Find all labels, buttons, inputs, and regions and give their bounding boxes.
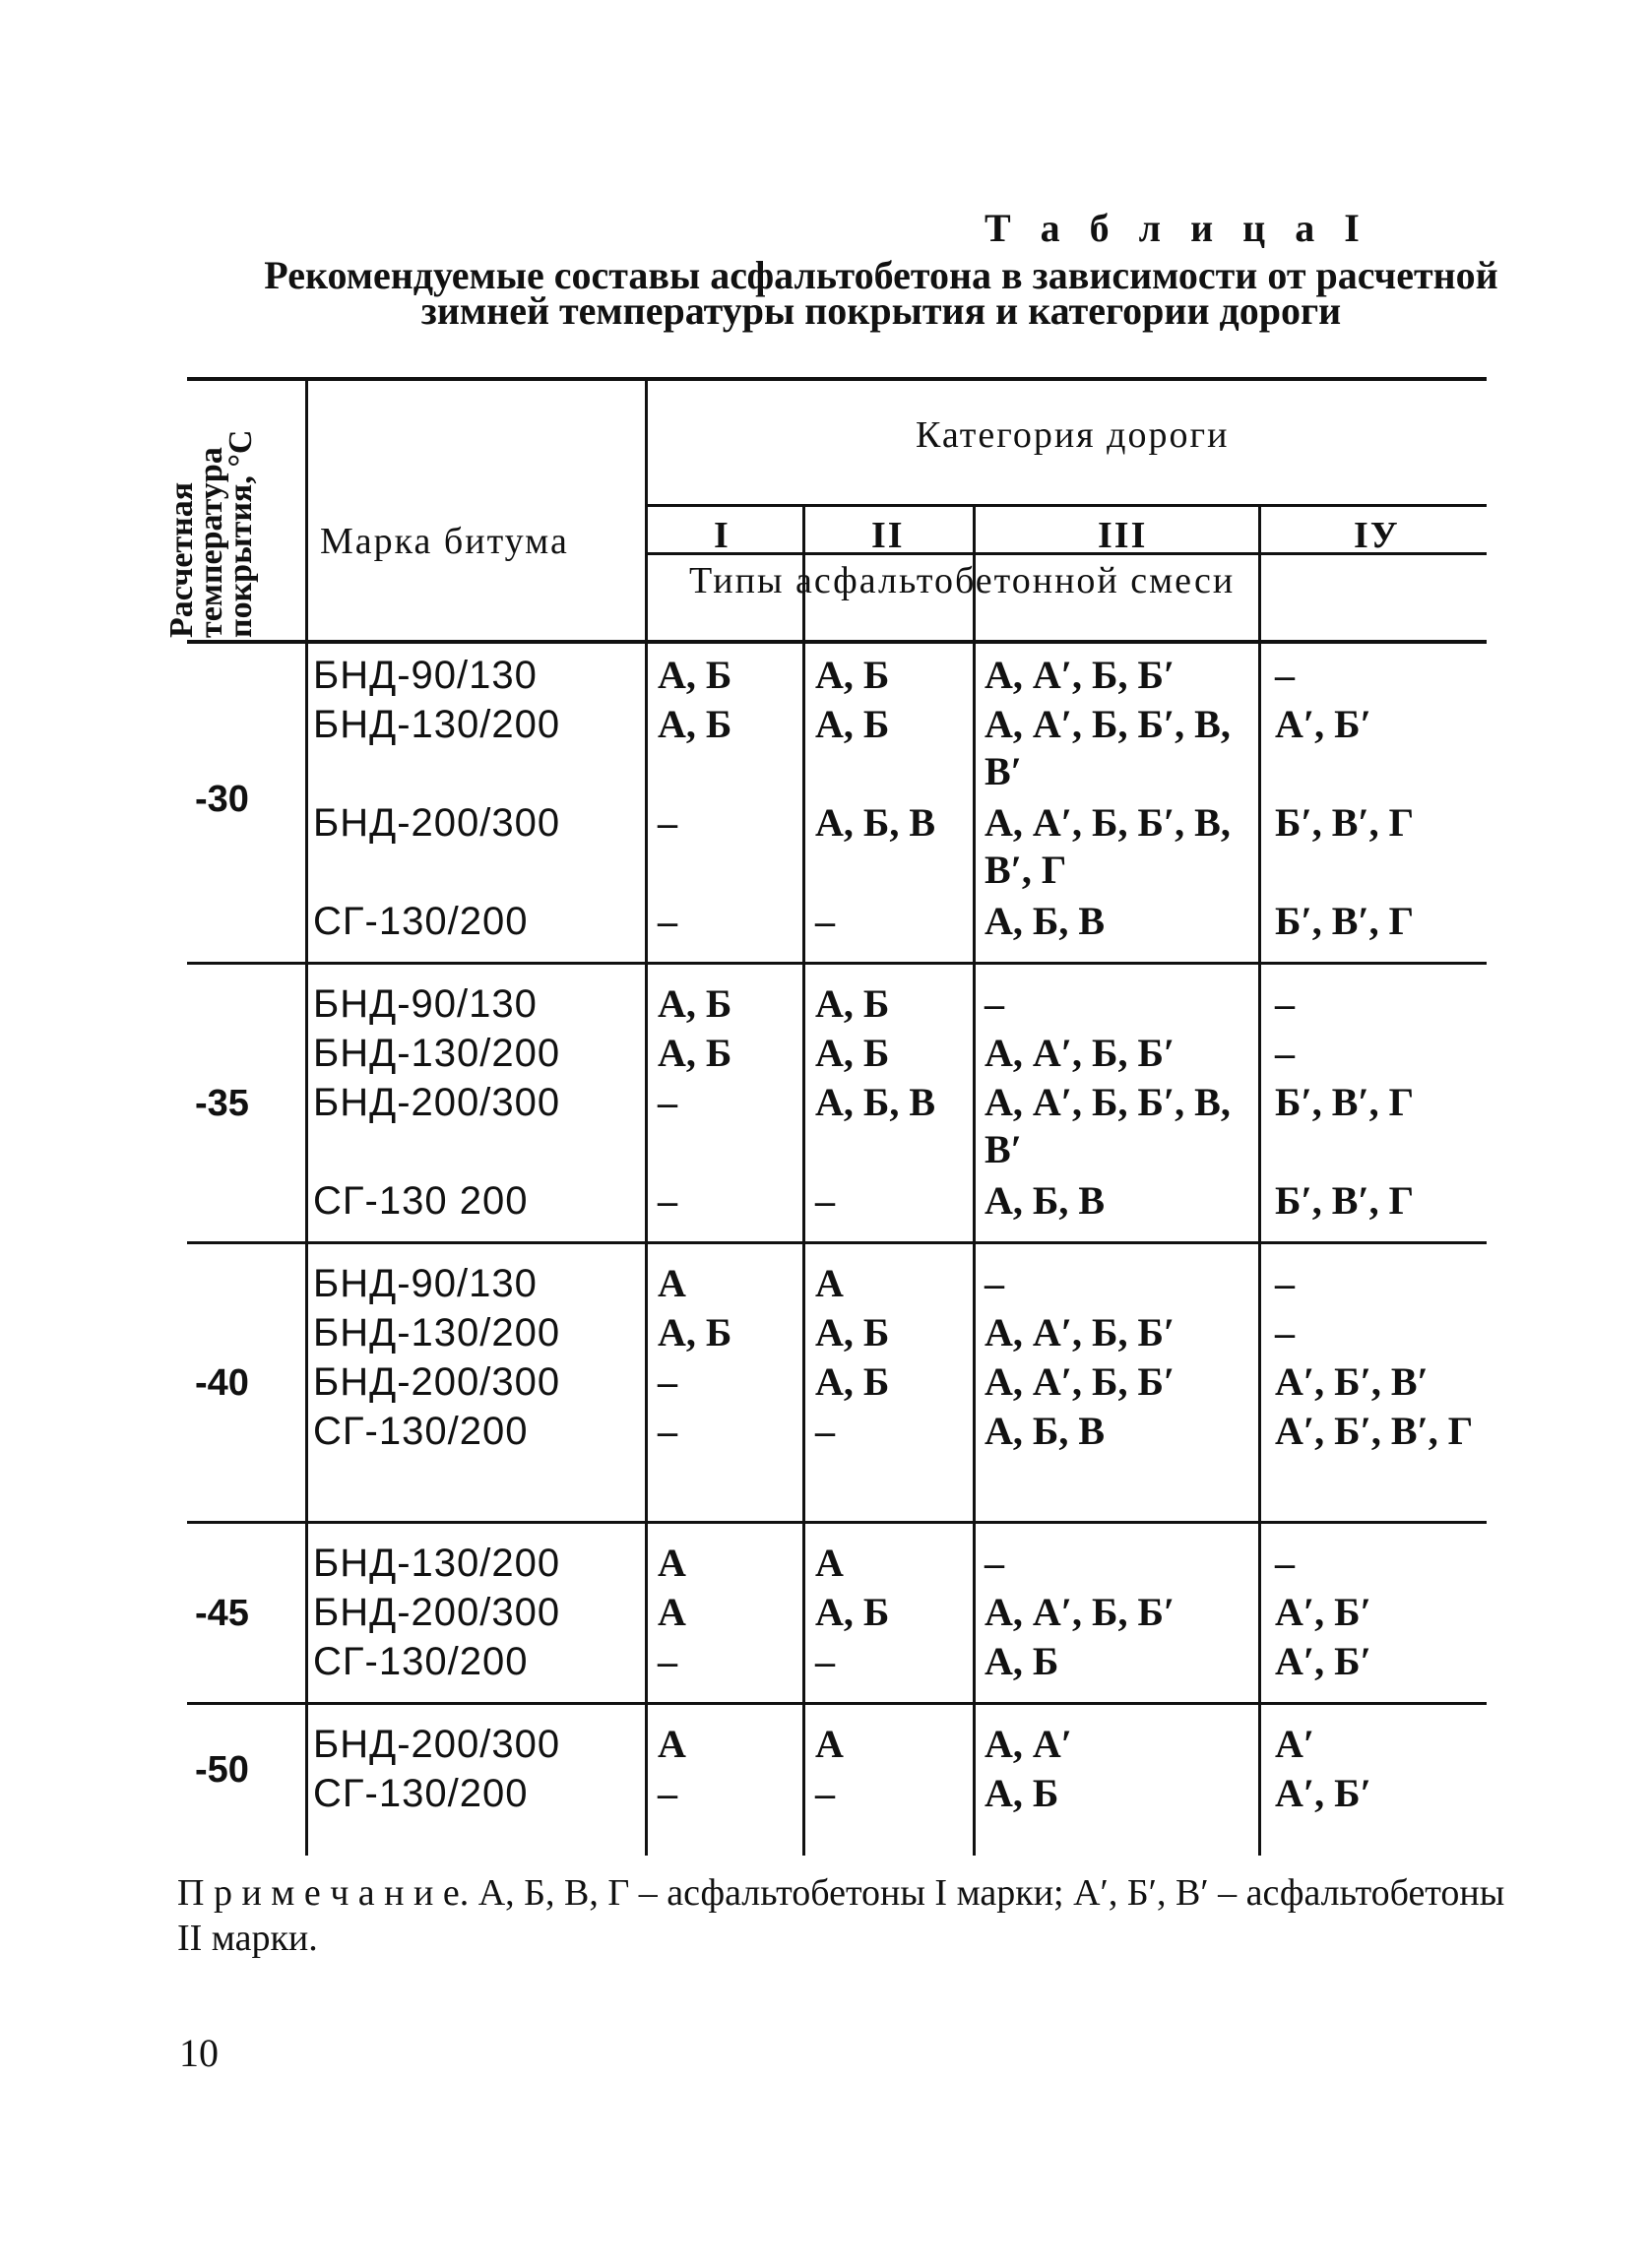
- group-divider: [187, 1702, 1487, 1705]
- category-header: Категория дороги: [916, 414, 1230, 456]
- category-4-cell: Б′, В′, Г: [1275, 1080, 1415, 1124]
- bitumen-mark-cell: БНД-130/200: [313, 1032, 561, 1075]
- category-4-cell: –: [1275, 653, 1295, 697]
- category-3-cell: А, А′: [985, 1722, 1073, 1766]
- table-top-rule: [187, 377, 1487, 381]
- category-2-cell: –: [815, 1409, 835, 1453]
- cat1-col-rule: [802, 504, 805, 1856]
- category-4-cell: Б′, В′, Г: [1275, 899, 1415, 943]
- category-4-cell: А′, Б′, В′: [1275, 1359, 1429, 1404]
- cat3-col-rule: [1258, 504, 1261, 1856]
- category-3-cell: А, А′, Б, Б′: [985, 1359, 1175, 1404]
- category-2-cell: А, Б, В: [815, 800, 936, 845]
- temperature-cell: -45: [195, 1593, 249, 1634]
- temperature-cell: -30: [195, 779, 249, 820]
- category-4-cell: –: [1275, 1031, 1295, 1075]
- category-1-cell: –: [658, 1178, 677, 1223]
- category-2-cell: А, Б: [815, 1031, 890, 1075]
- category-2-cell: –: [815, 1771, 835, 1815]
- category-4-cell: А′, Б′: [1275, 702, 1371, 746]
- bitumen-mark-cell: БНД-130/200: [313, 1311, 561, 1354]
- bitumen-mark-cell: СГ-130/200: [313, 900, 529, 943]
- category-3-cell: –: [985, 1261, 1004, 1305]
- category-1-cell: А, Б: [658, 702, 732, 746]
- header-bottom-rule: [187, 640, 1487, 644]
- category-1-cell: –: [658, 800, 677, 845]
- bitumen-mark-cell: СГ-130/200: [313, 1772, 529, 1815]
- category-4-cell: –: [1275, 1261, 1295, 1305]
- temperature-cell: -35: [195, 1083, 249, 1124]
- category-1-cell: А: [658, 1261, 686, 1305]
- category-4-cell: А′, Б′: [1275, 1639, 1371, 1683]
- category-1-cell: А: [658, 1590, 686, 1634]
- bitumen-mark-cell: БНД-200/300: [313, 1360, 561, 1404]
- cat2-col-rule: [973, 504, 976, 1856]
- bitumen-col-rule: [645, 379, 648, 1856]
- category-1-cell: А: [658, 1722, 686, 1766]
- category-3-cell: А, Б: [985, 1771, 1059, 1815]
- category-3-cell: А, А′, Б, Б′, В, В′: [985, 1080, 1231, 1171]
- category-1-cell: –: [658, 1639, 677, 1683]
- category-1: I: [714, 515, 731, 556]
- category-2-cell: А, Б, В: [815, 1080, 936, 1124]
- category-3-cell: А, А′, Б, Б′: [985, 653, 1175, 697]
- category-2-cell: А: [815, 1541, 844, 1585]
- group-divider: [187, 962, 1487, 965]
- category-1-cell: А, Б: [658, 653, 732, 697]
- category-1-cell: –: [658, 1409, 677, 1453]
- group-divider: [187, 1241, 1487, 1244]
- category-2-cell: –: [815, 1178, 835, 1223]
- temperature-cell: -50: [195, 1749, 249, 1791]
- category-3-cell: А, Б, В: [985, 1178, 1106, 1223]
- category-2-cell: А: [815, 1722, 844, 1766]
- bitumen-mark-cell: СГ-130/200: [313, 1410, 529, 1453]
- category-1-cell: А, Б: [658, 981, 732, 1026]
- bitumen-mark-cell: БНД-200/300: [313, 1081, 561, 1124]
- bitumen-mark-cell: БНД-200/300: [313, 1723, 561, 1766]
- category-3-cell: А, А′, Б, Б′: [985, 1590, 1175, 1634]
- category-4-cell: Б′, В′, Г: [1275, 1178, 1415, 1223]
- category-1-cell: А, Б: [658, 1310, 732, 1354]
- category-1-cell: А: [658, 1541, 686, 1585]
- table-label: Т а б л и ц а I: [985, 206, 1369, 250]
- page-number: 10: [179, 2031, 219, 2075]
- category-4-cell: Б′, В′, Г: [1275, 800, 1415, 845]
- mix-types-header: Типы асфальтобетонной смеси: [689, 560, 1236, 601]
- category-3-cell: А, Б, В: [985, 1409, 1106, 1453]
- category-3-cell: –: [985, 1541, 1004, 1585]
- category-3-cell: А, Б: [985, 1639, 1059, 1683]
- table-note: П р и м е ч а н и е. А, Б, В, Г – асфальтобетоны I марки; А′, Б′, В′ – асфальтобетоны II марки.: [177, 1872, 1505, 1959]
- bitumen-mark-cell: СГ-130/200: [313, 1640, 529, 1683]
- bitumen-mark-cell: БНД-90/130: [313, 654, 538, 697]
- bitumen-mark-cell: БНД-90/130: [313, 982, 538, 1026]
- category-3-cell: А, А′, Б, Б′, В, В′: [985, 702, 1231, 793]
- category-1-cell: –: [658, 1080, 677, 1124]
- category-2-cell: А, Б: [815, 1310, 890, 1354]
- category-1-cell: –: [658, 1771, 677, 1815]
- category-2-cell: –: [815, 899, 835, 943]
- category-rule: [645, 504, 1487, 507]
- category-3-cell: А, А′, Б, Б′: [985, 1031, 1175, 1075]
- category-4-cell: –: [1275, 981, 1295, 1026]
- bitumen-col-header: Марка битума: [320, 521, 569, 562]
- category-2-cell: А, Б: [815, 1359, 890, 1404]
- category-2-cell: –: [815, 1639, 835, 1683]
- group-divider: [187, 1521, 1487, 1524]
- category-4-cell: –: [1275, 1541, 1295, 1585]
- category-2-cell: А, Б: [815, 1590, 890, 1634]
- category-4: IУ: [1354, 515, 1400, 556]
- category-4-cell: А′, Б′: [1275, 1771, 1371, 1815]
- category-2-cell: А, Б: [815, 702, 890, 746]
- category-1-cell: –: [658, 899, 677, 943]
- category-3-cell: А, А′, Б, Б′, В, В′, Г: [985, 800, 1231, 892]
- category-1-cell: –: [658, 1359, 677, 1404]
- category-3-cell: А, А′, Б, Б′: [985, 1310, 1175, 1354]
- category-3-cell: А, Б, В: [985, 899, 1106, 943]
- bitumen-mark-cell: БНД-200/300: [313, 801, 561, 845]
- temp-col-header: Расчетная температура покрытия, °С: [163, 429, 259, 638]
- bitumen-mark-cell: БНД-90/130: [313, 1262, 538, 1305]
- category-4-cell: А′: [1275, 1722, 1315, 1766]
- category-2-cell: А, Б: [815, 653, 890, 697]
- temperature-cell: -40: [195, 1362, 249, 1404]
- category-3-cell: –: [985, 981, 1004, 1026]
- category-2-cell: А, Б: [815, 981, 890, 1026]
- category-4-cell: –: [1275, 1310, 1295, 1354]
- bitumen-mark-cell: БНД-130/200: [313, 1542, 561, 1585]
- category-1-cell: А, Б: [658, 1031, 732, 1075]
- bitumen-mark-cell: БНД-200/300: [313, 1591, 561, 1634]
- bitumen-mark-cell: БНД-130/200: [313, 703, 561, 746]
- category-4-cell: А′, Б′, В′, Г: [1275, 1409, 1474, 1453]
- category-2: II: [871, 515, 905, 556]
- category-2-cell: А: [815, 1261, 844, 1305]
- table-title: Рекомендуемые составы асфальтобетона в зависимости от расчетной зимней температуры покрытия и категории дороги: [264, 253, 1498, 333]
- category-4-cell: А′, Б′: [1275, 1590, 1371, 1634]
- category-3: III: [1098, 515, 1148, 556]
- bitumen-mark-cell: СГ-130 200: [313, 1179, 529, 1223]
